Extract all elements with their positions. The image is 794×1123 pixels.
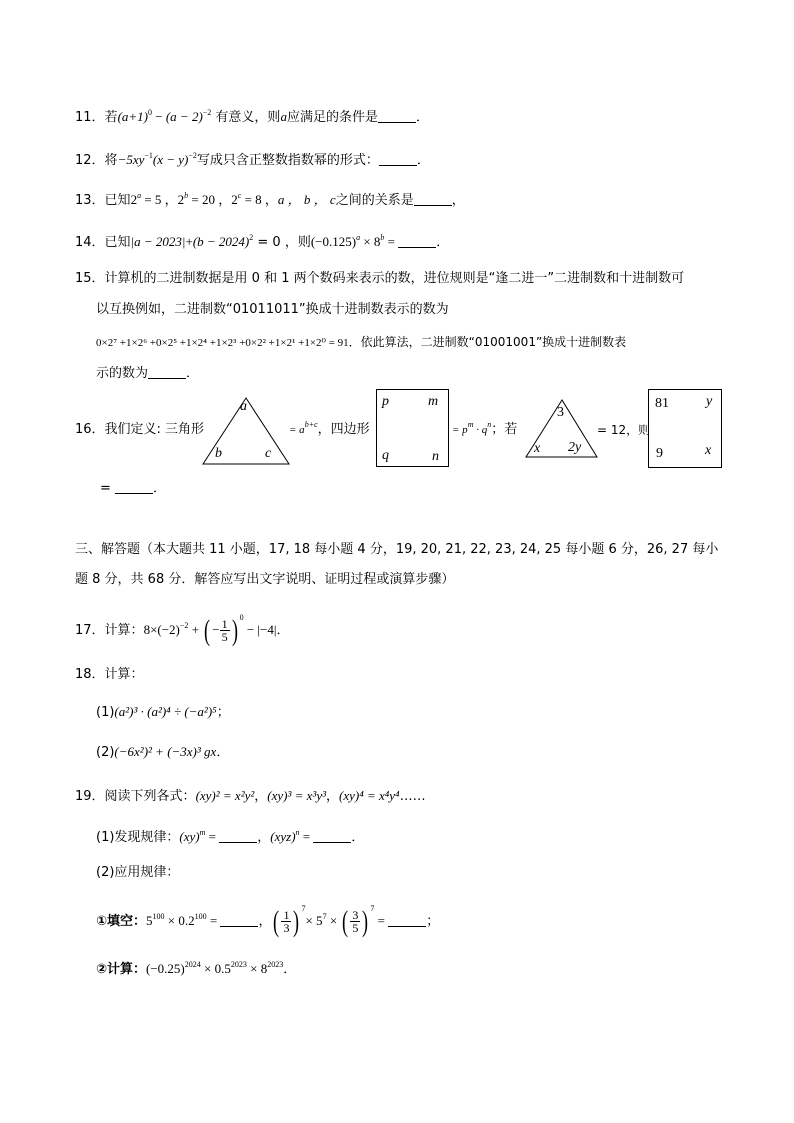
- part-label: (1)发现规律：: [96, 830, 180, 845]
- exponent: m: [199, 828, 206, 837]
- minus-sign: −: [212, 622, 220, 637]
- exponent: b: [184, 191, 189, 200]
- text: ．: [283, 962, 297, 977]
- section-3-heading-2: [75, 571, 454, 589]
- math-expr: × 0.5: [200, 961, 231, 976]
- question-18-part-1: [96, 703, 230, 722]
- answer-blank[interactable]: [219, 830, 257, 843]
- text: 计算：: [104, 623, 144, 638]
- exponent: 100: [152, 912, 165, 921]
- text: ，: [451, 193, 465, 208]
- answer-blank[interactable]: [414, 193, 452, 206]
- text: 以互换例如，二进制数“01011011”换成十进制数表示的数为: [96, 302, 449, 317]
- question-15-line-4: [96, 365, 199, 383]
- text: = 12，则: [597, 423, 651, 437]
- math-op: ×: [326, 913, 341, 928]
- math-op: =: [374, 913, 389, 928]
- math-expr: (−6x²)² + (−3x)³ gx: [114, 744, 217, 759]
- math-expr: |a − 2023|: [130, 234, 186, 249]
- exponent: 7: [301, 904, 306, 913]
- math-op: =: [206, 913, 221, 928]
- math-expr: · q: [473, 424, 488, 436]
- numerator: 1: [283, 908, 290, 922]
- exponent: n: [295, 828, 300, 837]
- text: 计算机的二进制数据是用 0 和 1 两个数码来表示的数，进位规则是“逢二进一”二进制数和十进制数可: [104, 271, 685, 286]
- definition-2: [452, 421, 517, 439]
- text: 若: [104, 110, 118, 125]
- math-expr: (xyz): [270, 829, 296, 844]
- text: ．: [436, 235, 450, 250]
- math-op: =: [384, 234, 399, 249]
- question-number: 12．: [75, 153, 105, 168]
- text: 题 8 分，共 68 分．解答应写出文字说明、证明过程或演算步骤）: [75, 572, 455, 587]
- math-expr: × 5: [305, 913, 323, 928]
- paren-right: ): [362, 904, 369, 938]
- answer-blank[interactable]: [115, 481, 153, 494]
- math-expr: (xy): [179, 829, 200, 844]
- text: 计算：: [104, 667, 144, 682]
- exponent: 7: [370, 904, 375, 913]
- text: 阅读下列各式：: [104, 789, 196, 804]
- text: 已知: [104, 193, 131, 208]
- question-14: [75, 233, 449, 252]
- triangle-label-left: x: [534, 441, 541, 456]
- triangle-label-right: c: [265, 446, 272, 461]
- paren-left: (: [342, 904, 349, 938]
- denominator: 5: [352, 921, 359, 935]
- math-expr: (−0.25): [146, 961, 185, 976]
- triangle-label-right: 2y: [568, 440, 582, 455]
- text: ；: [216, 705, 230, 720]
- part-label: (2): [96, 745, 115, 760]
- exponent: n: [487, 420, 492, 429]
- question-number: 19．: [75, 789, 105, 804]
- fraction: [220, 618, 230, 643]
- math-expr: × 8: [246, 961, 268, 976]
- text: ，: [325, 789, 339, 804]
- exponent: b+c: [304, 420, 318, 429]
- math-expr: × 8: [360, 234, 381, 249]
- exponent: −2: [188, 151, 197, 160]
- denominator: 3: [283, 921, 290, 935]
- exponent: 7: [322, 912, 327, 921]
- definition-given: [597, 421, 650, 439]
- question-15-line-2: [96, 301, 449, 319]
- text: ．: [276, 623, 290, 638]
- exponent: a: [137, 191, 142, 200]
- text: 写成只含正整数指数幂的形式：: [196, 153, 379, 168]
- denominator: 5: [221, 630, 228, 644]
- paren-right: ): [293, 904, 300, 938]
- question-number: 13．: [75, 193, 105, 208]
- square-label-tl: p: [382, 394, 389, 409]
- question-number: 16．: [75, 422, 105, 437]
- answer-blank[interactable]: [379, 153, 417, 166]
- question-19-sub-1: [96, 904, 440, 938]
- math-expr: (a²)³ · (a²)⁴ ÷ (−a²)⁵: [114, 704, 217, 719]
- text: 将: [104, 153, 118, 168]
- paren-right: ): [231, 613, 238, 647]
- exponent: 2: [249, 233, 254, 242]
- math-base: 2: [177, 192, 185, 207]
- text: =: [100, 481, 116, 496]
- exponent: 0: [239, 613, 244, 622]
- exponent: a: [356, 233, 361, 242]
- question-18-part-2: [96, 743, 229, 762]
- exponent: c: [237, 191, 242, 200]
- math-expr: (xy)² = x²y²: [195, 788, 255, 803]
- math-vars: a ， b ， c: [277, 192, 336, 207]
- text: 示的数为: [96, 366, 149, 381]
- paren-left: (: [273, 904, 280, 938]
- math-base: 2: [130, 192, 138, 207]
- text: ．依此算法，二进制数“01001001”换成十进制数表: [348, 335, 627, 349]
- math-expr: × 0.2: [164, 913, 195, 928]
- square-label-br: n: [432, 449, 439, 464]
- math-expr: = 20 ，: [188, 192, 232, 207]
- definition-1: [289, 421, 370, 439]
- text: ，: [257, 830, 271, 845]
- math-expr: (−0.125): [310, 234, 357, 249]
- paren-left: (: [204, 613, 211, 647]
- fraction: [281, 909, 291, 934]
- math-expr: 0×2⁷ +1×2⁶ +0×2⁵ +1×2⁴ +1×2³ +0×2² +1×2¹ +1×2⁰ = 91: [96, 337, 349, 349]
- math-op: =: [205, 829, 220, 844]
- question-19-sub-2: [96, 960, 296, 979]
- question-16-answer-line: [100, 480, 166, 498]
- question-12: [75, 151, 430, 170]
- exponent: 2023: [267, 960, 284, 969]
- math-expr: = 8 ，: [241, 192, 278, 207]
- math-expr: (x − y): [152, 152, 189, 167]
- text: 已知: [104, 235, 131, 250]
- triangle-label-left: b: [215, 446, 222, 461]
- text: ．: [216, 745, 230, 760]
- exponent: 2023: [230, 960, 247, 969]
- answer-blank[interactable]: [398, 235, 436, 248]
- text: ．: [153, 481, 167, 496]
- text: 三、解答题（本大题共 11 小题，17, 18 每小题 4 分，19, 20, 21, 22, 23, 24, 25 每小题 6 分，26, 27 每小: [75, 542, 719, 557]
- text: ；: [426, 914, 440, 929]
- triangle-label-top: 3: [557, 405, 564, 420]
- answer-blank[interactable]: [313, 830, 351, 843]
- answer-blank[interactable]: [148, 366, 186, 379]
- math-expr: (xy)⁴ = x⁴y⁴: [339, 788, 400, 803]
- section-3-heading: [75, 541, 718, 559]
- exponent: −2: [179, 621, 189, 630]
- answer-blank[interactable]: [378, 110, 416, 123]
- question-15-line-3: [96, 333, 626, 352]
- text: ，: [254, 789, 268, 804]
- question-13: [75, 191, 465, 210]
- exponent: 2024: [184, 960, 201, 969]
- math-expr: 8×(−2): [143, 622, 180, 637]
- math-expr: − |−4|: [243, 622, 277, 637]
- math-expr: 5: [146, 913, 153, 928]
- part-label: ①填空：: [96, 914, 147, 929]
- exponent: −1: [144, 151, 153, 160]
- text: 有意义，则: [211, 110, 281, 125]
- text: ．: [186, 366, 200, 381]
- text: 我们定义: 三角形: [104, 422, 205, 437]
- text: = 0 ，则: [253, 235, 311, 250]
- square-label-bl: 9: [656, 446, 663, 461]
- text: 之间的关系是: [335, 193, 414, 208]
- exponent: m: [467, 420, 474, 429]
- text: ．: [351, 830, 365, 845]
- text: ；若: [491, 422, 518, 437]
- question-11: [75, 108, 429, 127]
- question-19-part-1: [96, 828, 364, 847]
- question-16-prefix: [75, 421, 204, 439]
- question-18: [75, 666, 144, 684]
- text: ，四边形: [317, 422, 370, 437]
- square-label-tl: 81: [655, 396, 669, 411]
- question-number: 15．: [75, 271, 105, 286]
- square-label-tr: m: [428, 394, 439, 409]
- text: ．: [415, 110, 429, 125]
- exponent: −2: [202, 108, 212, 117]
- exponent: b: [380, 233, 385, 242]
- text: ，: [258, 914, 272, 929]
- answer-blank[interactable]: [388, 914, 426, 927]
- question-19: [75, 787, 426, 806]
- math-expr: (b − 2024): [192, 234, 250, 249]
- numerator: 3: [352, 908, 359, 922]
- question-19-part-2: [96, 864, 179, 882]
- part-label: (2)应用规律：: [96, 865, 180, 880]
- question-number: 17．: [75, 623, 105, 638]
- math-op: +: [188, 622, 203, 637]
- text: ．: [416, 153, 430, 168]
- math-expr: −5xy: [117, 152, 145, 167]
- exponent: 0: [148, 108, 152, 117]
- math-base: 2: [231, 192, 238, 207]
- text: 应满足的条件是: [286, 110, 378, 125]
- part-label: ②计算：: [96, 962, 147, 977]
- question-15-line-1: [75, 270, 684, 288]
- question-number: 18．: [75, 667, 105, 682]
- math-expr: = 5 ，: [141, 192, 178, 207]
- math-expr: (a − 2): [165, 109, 203, 124]
- answer-blank[interactable]: [220, 914, 258, 927]
- numerator: 1: [221, 617, 228, 631]
- math-expr: = a: [289, 424, 305, 436]
- math-expr: (a+1): [117, 109, 148, 124]
- exponent: 100: [194, 912, 207, 921]
- text: ……: [399, 789, 426, 804]
- fraction: [350, 909, 360, 934]
- square-label-br: x: [705, 443, 712, 458]
- math-var: a: [280, 109, 287, 124]
- triangle-label-top: a: [240, 399, 247, 414]
- question-17: [75, 613, 290, 647]
- question-number: 11．: [75, 110, 105, 125]
- math-expr: = p: [452, 424, 468, 436]
- math-expr: (xy)³ = x³y³: [267, 788, 326, 803]
- square-label-tr: y: [706, 394, 713, 409]
- math-op: =: [299, 829, 314, 844]
- math-op: −: [152, 109, 166, 124]
- square-label-bl: q: [382, 448, 389, 463]
- part-label: (1): [96, 705, 115, 720]
- question-number: 14．: [75, 235, 105, 250]
- math-op: +: [185, 234, 193, 249]
